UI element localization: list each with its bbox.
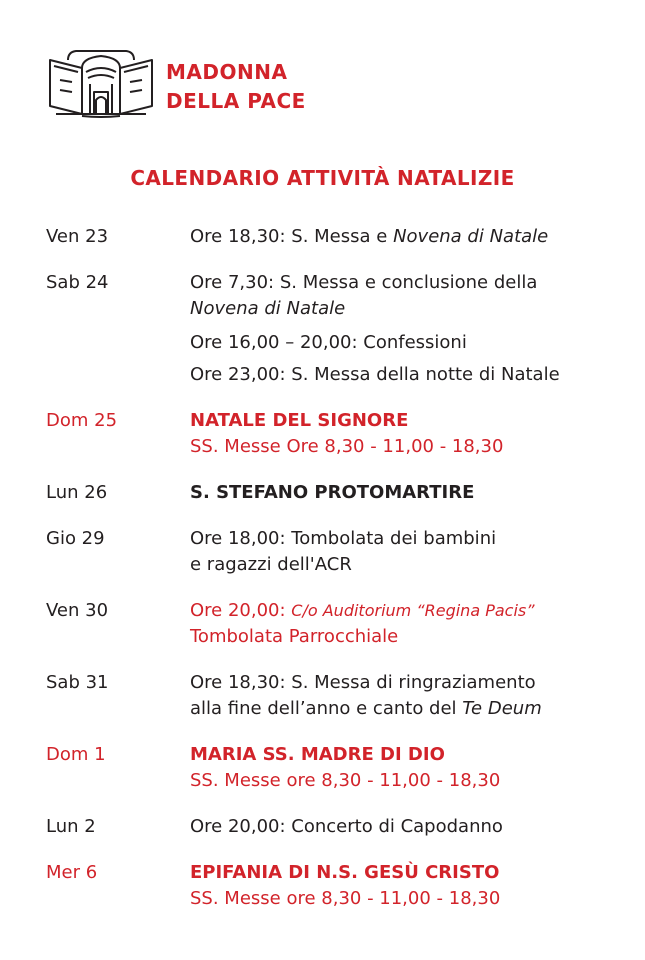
event-item [46,480,626,506]
event-line: MARIA SS. MADRE DI DIO [190,744,445,765]
brand-line-2: DELLA PACE [166,89,306,113]
brand-line-1: MADONNA [166,60,288,84]
event-line: Ore 7,30: S. Messa e conclusione della [190,272,538,293]
church-logo-icon [46,48,156,120]
event-text: Ore 20,00: [190,600,292,621]
event-date: Mer 6 [46,862,98,883]
event-text: Ore 18,30: S. Messa e [190,226,394,247]
event-date: Sab 24 [46,272,109,293]
event-details [190,480,626,506]
calendar-title: CALENDARIO ATTIVITÀ NATALIZIE [130,166,515,190]
event-date: Dom 25 [46,410,118,431]
event-date: Ven 30 [46,600,109,621]
event-date: Lun 26 [46,482,108,503]
event-details [190,408,626,460]
event-line [190,696,626,722]
event-details [190,598,626,650]
event-line: Ore 20,00: Concerto di Capodanno [190,816,503,837]
event-text-italic: Te Deum [462,698,542,719]
event-line: Ore 23,00: S. Messa della notte di Natale [190,364,560,385]
event-line: Ore 18,30: S. Messa di ringraziamento [190,672,536,693]
event-text-italic: C/o Auditorium “Regina Pacis” [291,601,535,620]
event-line: NATALE DEL SIGNORE [190,410,409,431]
event-details [190,814,626,840]
event-line: Tombolata Parrocchiale [190,626,399,647]
event-line: S. STEFANO PROTOMARTIRE [190,482,475,503]
event-item [46,860,626,912]
event-line: Ore 18,00: Tombolata dei bambini [190,528,497,549]
event-date: Gio 29 [46,528,105,549]
event-date: Ven 23 [46,226,109,247]
event-date: Sab 31 [46,672,109,693]
event-line: SS. Messe Ore 8,30 - 11,00 - 18,30 [190,436,504,457]
event-item [46,742,626,794]
event-item [46,408,626,460]
event-details [190,742,626,794]
event-text: alla fine dell’anno e canto del [190,698,463,719]
event-details [190,270,626,388]
event-line: SS. Messe ore 8,30 - 11,00 - 18,30 [190,888,501,909]
event-item [46,270,626,388]
header [46,40,606,130]
event-line: e ragazzi dell'ACR [190,554,352,575]
event-line [190,224,626,250]
event-item [46,670,626,722]
event-item [46,224,626,250]
event-details [190,224,626,250]
event-line [190,598,626,624]
event-details [190,670,626,722]
events-list [46,224,626,912]
event-details [190,526,626,578]
event-line: SS. Messe ore 8,30 - 11,00 - 18,30 [190,770,501,791]
event-text-italic: Novena di Natale [393,226,549,247]
event-item [46,598,626,650]
event-date: Lun 2 [46,816,96,837]
event-date: Dom 1 [46,744,106,765]
event-item [46,526,626,578]
event-details [190,860,626,912]
event-line: Novena di Natale [190,298,346,319]
event-line: Ore 16,00 – 20,00: Confessioni [190,332,467,353]
parish-name [166,58,306,116]
event-line: EPIFANIA DI N.S. GESÙ CRISTO [190,862,500,883]
event-item [46,814,626,840]
